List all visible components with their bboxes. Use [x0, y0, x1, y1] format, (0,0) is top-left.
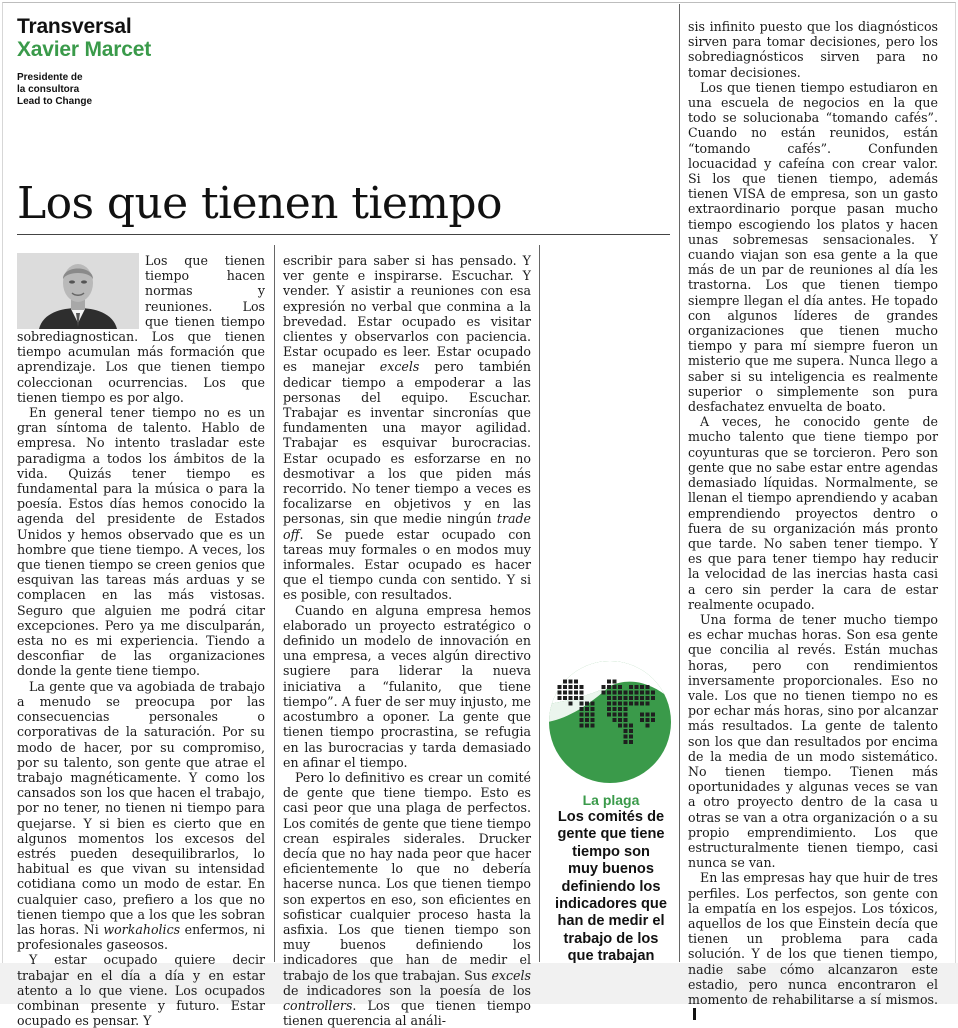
map-dot	[646, 724, 650, 728]
column-divider	[274, 245, 275, 962]
column-divider	[539, 245, 540, 962]
pullquote-kicker: La plaga	[582, 792, 640, 808]
text-run: . Se puede estar ocupado con tareas muy formales o en modos muy informales. Estar ocupado es hacer que el tiempo cunda con sentido. Y si es posible, con resultados.	[283, 526, 531, 603]
map-dot	[585, 718, 589, 722]
map-dot	[585, 713, 589, 717]
map-dot	[580, 702, 584, 706]
pullquote-line: tiempo son	[572, 843, 650, 860]
map-dot	[607, 702, 611, 706]
map-dot	[629, 696, 633, 700]
article-headline: Los que tienen tiempo	[17, 178, 502, 229]
paragraph: Cuando en alguna empresa hemos elaborado un proyecto estratégico o definido un modelo de innovación en una empresa, a veces algún directivo sugiere para liderar la nueva iniciativa a “fulanito, que tiene tiempo”. A fuer de ser muy injusto, me acostumbro a oponer. La gente que tienen tiempo procrastina, se refugia en las burocracias y tarda demasiado en afinar el tiempo.	[283, 602, 531, 770]
map-dot	[618, 685, 622, 689]
map-dot	[607, 680, 611, 684]
map-dot	[624, 702, 628, 706]
paragraph	[283, 253, 531, 603]
map-dot	[640, 691, 644, 695]
map-dot	[580, 718, 584, 722]
map-dot	[618, 724, 622, 728]
text-run: pero también dedicar tiempo a empoderar a las personas del equipo. Escuchar. Trabajar es inventar sincronías que fundamenten una mayor agilidad. Trabajar es esquivar burocracias. Estar ocupado es esforzarse en no desmotivar a los que piden más recorrido. No tener tiempo a veces es focalizarse en objetivos y en las personas, sin que medie ningún	[283, 359, 531, 527]
pullquote-line: indicadores que	[555, 896, 667, 913]
map-dot	[613, 707, 617, 711]
map-dot	[613, 685, 617, 689]
paragraph: Los que tienen tiempo hacen normas y reuniones. Los que tienen tiempo sobrediagnostican. Los que tienen tiempo acumulan más formación que aprendizaje. Los que tienen tiempo coleccionan ocurrencias. Los que tienen tiempo es por algo.	[17, 253, 265, 405]
map-dot	[585, 707, 589, 711]
text-run: . Los que tienen tiempo tienen querencia al análi-	[283, 997, 531, 1028]
paragraph: A veces, he conocido gente de mucho talento que tiene tiempo por coyunturas que se torcieron. Pero son gente que no sabe estar entre agendas demasiado líquidas. Normalmente, se llenan el tiempo aprendiendo y acaban emprendiendo proyectos dentro o fuera de su organización más pronto que tarde. No saben tener tiempo. Y es que para tener tiempo hay reducir la velocidad de las inercias hasta casi a cero sin perder la cara de estar realmente ocupado.	[688, 414, 938, 612]
map-dot	[618, 718, 622, 722]
map-dot	[591, 718, 595, 722]
map-dot	[624, 696, 628, 700]
map-dot	[563, 680, 567, 684]
map-dot	[618, 696, 622, 700]
world-map-graphic	[548, 660, 672, 784]
paragraph: Los que tienen tiempo estudiaron en una escuela de negocios en la que todo se solucionaba “tomando cafés”. Cuando no están reunidos, están “tomando cafés”. Confunden locuacidad y cafeína con crear valor. Si los que tienen tiempo, además tienen VISA de empresa, son un gasto extraordinario porque pasan mucho tiempo escogiendo los platos y hacen unas sobremesas sensacionales. Y cuando viajan son esa gente a la que más de un par de reuniones al día les trastorna. Los que tienen tiempo siempre llegan el día antes. He topado con algunos líderes de grandes organizaciones que tienen mucho tiempo y para mí siempre fueron un misterio que me supera. Nunca llego a saber si su inteligencia es realmente superior o simplemente son pura desfachatez envuelta de boato.	[688, 79, 938, 415]
pullquote-line: Los comités de	[557, 809, 665, 825]
map-dot	[574, 696, 578, 700]
italic-term: workaholics	[103, 921, 181, 937]
map-dot	[651, 718, 655, 722]
author-bio	[17, 72, 127, 108]
map-dot	[624, 735, 628, 739]
map-dot	[613, 702, 617, 706]
map-dot	[629, 724, 633, 728]
map-dot	[618, 691, 622, 695]
paragraph: En general tener tiempo no es un gran síntoma de talento. Hablo de empresa. No intento trasladar este paradigma a todos los ámbitos de la vida. Quizás tener tiempo es fundamental para la música o para la poesía. Estos días hemos conocido la agenda del presidente de Estados Unidos y hemos observado que es un hombre que tiene tiempo. A veces, los que tienen tiempo se creen genios que esquivan las tareas más arduas y se complacen en las más vistosas. Seguro que alguien me podrá citar excepciones. Pero ya me disculparán, esta no es mi experiencia. Tiendo a desconfiar de las organizaciones donde la gente tiene tiempo.	[17, 405, 265, 679]
map-dot	[624, 729, 628, 733]
italic-term: excels	[379, 359, 420, 375]
author-portrait-icon	[17, 253, 139, 329]
map-dot	[613, 680, 617, 684]
pullquote-line: trabajo de los	[563, 930, 659, 947]
map-dot	[580, 696, 584, 700]
map-dot	[563, 696, 567, 700]
text-run: En las empresas hay que huir de tres perfiles. Los perfectos, son gente con la empatía en los espejos. Los tóxicos, aquellos de los que Einstein decía que tienen un problema para cada solución. Y de los que tienen tiempo, nadie sabe cómo alcanzaron este estadio, pero nunca encontraron el momento de rehabilitarse a sí mismos.	[688, 870, 938, 1007]
map-dot	[613, 691, 617, 695]
map-dot	[569, 696, 573, 700]
map-dot	[574, 685, 578, 689]
italic-term: controllers	[283, 997, 353, 1013]
map-dot	[569, 680, 573, 684]
paragraph	[283, 770, 531, 1028]
map-dot	[580, 685, 584, 689]
map-dot	[613, 718, 617, 722]
map-dot	[640, 685, 644, 689]
map-dot	[629, 740, 633, 744]
map-dot	[607, 713, 611, 717]
map-dot	[558, 691, 562, 695]
column-divider	[679, 4, 680, 962]
pullquote	[549, 809, 673, 966]
map-dot	[635, 691, 639, 695]
map-dot	[591, 713, 595, 717]
map-dot	[635, 685, 639, 689]
headline-rule	[17, 234, 670, 235]
text-run: enfermos, ni profesionales gaseosos.	[17, 921, 265, 953]
map-dot	[558, 685, 562, 689]
paragraph	[688, 870, 938, 1022]
map-dot	[602, 685, 606, 689]
map-dot	[651, 696, 655, 700]
world-map-dots-icon	[548, 660, 672, 784]
map-dot	[580, 713, 584, 717]
map-dot	[640, 696, 644, 700]
map-dot	[563, 685, 567, 689]
map-dot	[618, 702, 622, 706]
map-dot	[591, 724, 595, 728]
map-dot	[585, 702, 589, 706]
map-dot	[580, 724, 584, 728]
map-dot	[646, 691, 650, 695]
map-dot	[613, 713, 617, 717]
map-dot	[585, 724, 589, 728]
map-dot	[624, 740, 628, 744]
map-dot	[607, 685, 611, 689]
pullquote-line: han de medir el	[557, 913, 665, 930]
end-mark	[693, 1008, 696, 1020]
map-dot	[569, 685, 573, 689]
map-dot	[624, 718, 628, 722]
map-dot	[651, 713, 655, 717]
map-dot	[580, 707, 584, 711]
map-dot	[574, 691, 578, 695]
map-dot	[618, 713, 622, 717]
author-photo-frame	[17, 253, 139, 329]
text-run: de indicadores son la poesía de los	[283, 982, 531, 998]
italic-term: excels	[491, 967, 531, 983]
map-dot	[624, 707, 628, 711]
bio-line: Presidente de	[17, 72, 83, 83]
map-dot	[591, 707, 595, 711]
pullquote-line: definiendo los	[561, 878, 661, 895]
map-dot	[591, 702, 595, 706]
paragraph	[17, 679, 265, 953]
pullquote-line: gente que tiene	[557, 826, 665, 843]
map-dot	[646, 696, 650, 700]
map-dot	[635, 702, 639, 706]
map-dot	[574, 680, 578, 684]
article-column-3	[688, 19, 938, 1022]
paragraph: Una forma de tener mucho tiempo es echar muchas horas. Son esa gente que concilia al revés. Están muchas horas, pero con rendimientos inversamente proporcionales. Eso no vale. Los que no tienen tiempo no es por echar más horas, sino por alcanzar más resultados. La gente de talento son los que dan resultados por encima de la media de un modo sistemático. No tienen tiempo. Tienen más oportunidades y algunas veces se van a otro proyecto dentro de la casa u otras se van a otra organización o a su propio emprendimiento. Los que estructuralmente tienen tiempo, casi nunca se van.	[688, 611, 938, 871]
article-column-2	[283, 253, 531, 1028]
map-dot	[646, 713, 650, 717]
map-dot	[635, 696, 639, 700]
map-dot	[640, 718, 644, 722]
map-dot	[563, 691, 567, 695]
article-column-1	[17, 253, 265, 1028]
map-dot	[558, 696, 562, 700]
pullquote-line: muy buenos	[568, 861, 654, 878]
map-dot	[624, 691, 628, 695]
author-photo	[17, 253, 139, 329]
map-dot	[629, 685, 633, 689]
map-dot	[624, 724, 628, 728]
map-dot	[602, 691, 606, 695]
map-dot	[607, 707, 611, 711]
map-dot	[607, 691, 611, 695]
map-dot	[629, 702, 633, 706]
map-dot	[613, 696, 617, 700]
pullquote-line: que trabajan	[567, 948, 655, 965]
italic-term: trade off	[283, 511, 531, 542]
text-run: escribir para saber si has pensado. Y ver gente e inspirarse. Escuchar. Y vender. Y asistir a reuniones con esa expresión no verbal que conmina a la brevedad. Estar ocupado es visitar clientes y observarlos con paciencia. Estar ocupado es leer. Estar ocupado es manejar	[283, 253, 531, 375]
map-dot	[580, 691, 584, 695]
map-dot	[651, 691, 655, 695]
bio-line: Lead to Change	[17, 96, 93, 107]
map-dot	[629, 735, 633, 739]
text-run: Pero lo definitivo es crear un comité de gente que tiene tiempo. Esto es casi peor que una plaga de perfectos. Los comités de gente que tiene tiempo crean espirales siderales. Drucker decía que no hay nada peor que hacer eficientemente lo que no debería hacerse nunca. Los que tienen tiempo son expertos en eso, son eficientes en sofisticar cualquier proceso hasta la asfixia. Los que tienen tiempo son muy buenos definiendo los indicadores que han de medir el trabajo de los que trabajan. Sus	[283, 769, 531, 983]
map-dot	[629, 729, 633, 733]
author-name: Xavier Marcet	[17, 38, 151, 61]
map-dot	[646, 685, 650, 689]
map-dot	[569, 702, 573, 706]
paragraph: Y estar ocupado quiere decir trabajar en el día a día y en estar atento a lo que viene. Los ocupados combinan presente y futuro. Estar ocupado es pensar. Y	[17, 952, 265, 1028]
map-dot	[607, 696, 611, 700]
section-title: Transversal	[17, 15, 132, 38]
map-dot	[640, 702, 644, 706]
map-dot	[640, 713, 644, 717]
text-run: La gente que va agobiada de trabajo a menudo se preocupa por las consecuencias personales o corporativas de la saturación. Por su modo de hacer, por su compromiso, por su talento, son gente que atrae el trabajo magnéticamente. Y como los cansados son los que hacen el trabajo, por no tener, no tienen ni tiempo para quejarse. Y si bien es cierto que en algunos momentos los excesos del estrés pueden desequilibrarlos, lo habitual es que vivan su intensidad cotidiana como un modo de estar. En cualquier caso, prefiero a los que no tienen tiempo que a los que les sobran las horas. Ni	[17, 678, 265, 937]
paragraph: sis infinito puesto que los diagnósticos sirven para tomar decisiones, pero los sobrediagnósticos sirven para no tomar decisiones.	[688, 19, 938, 80]
map-dot	[646, 702, 650, 706]
map-dot	[618, 707, 622, 711]
map-dot	[629, 691, 633, 695]
bio-line: la consultora	[17, 84, 80, 95]
map-dot	[624, 713, 628, 717]
map-dot	[569, 691, 573, 695]
map-dot	[646, 718, 650, 722]
